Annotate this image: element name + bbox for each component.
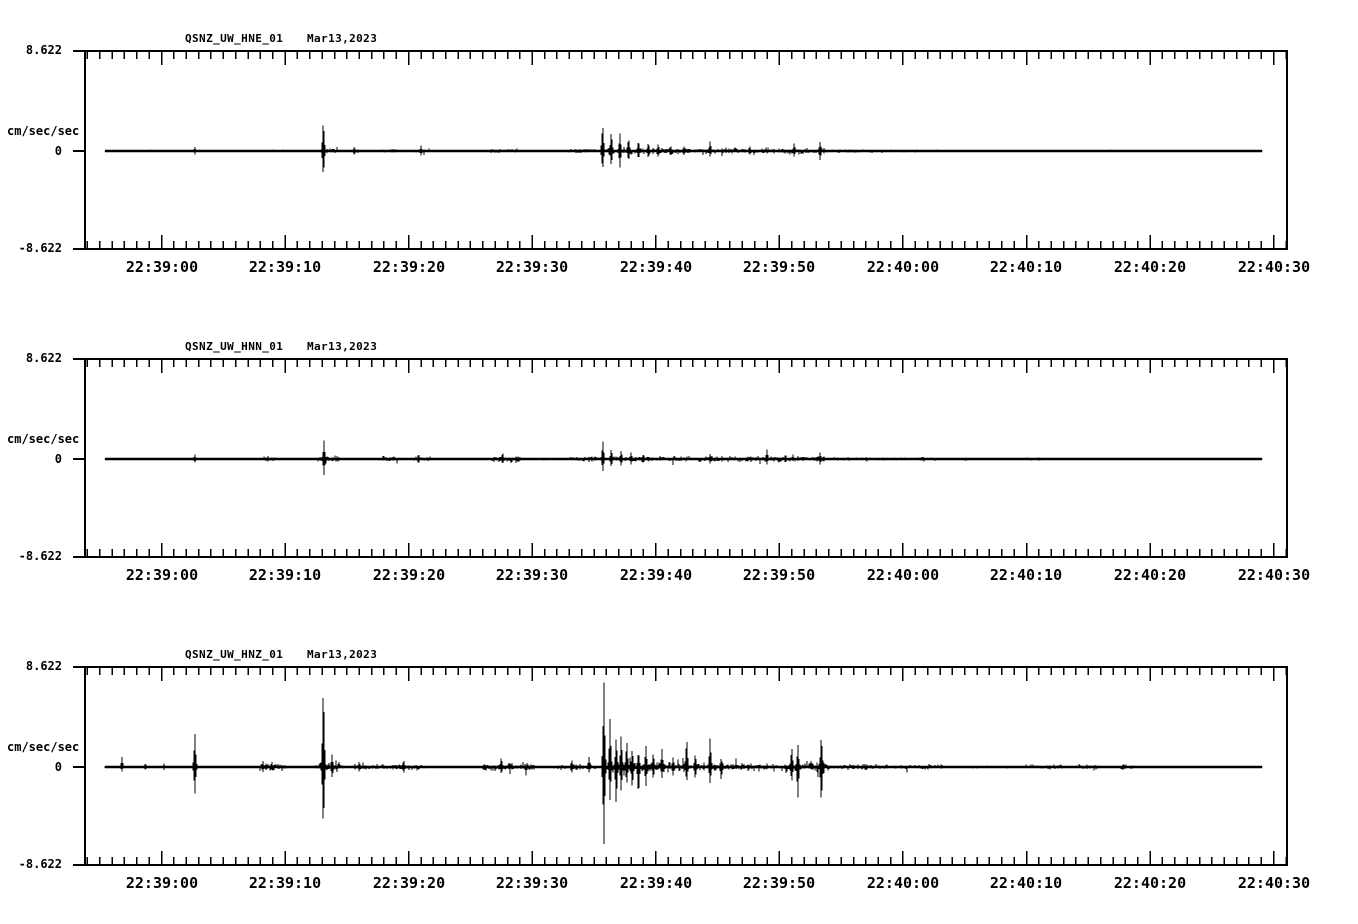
x-tick-label: 22:40:20: [1113, 874, 1187, 892]
amplitude-tick-marks: [73, 51, 84, 249]
x-tick-label: 22:39:50: [742, 874, 816, 892]
y-axis-zero-label: 0: [54, 144, 62, 158]
waveform-trace: [105, 683, 1262, 844]
panel-station-label: QSNZ_UW_HNN_01: [185, 340, 284, 353]
waveform-trace: [105, 126, 1262, 172]
y-axis-min-label: -8.622: [18, 241, 62, 255]
panel-station-label: QSNZ_UW_HNZ_01: [185, 648, 284, 661]
x-tick-label: 22:40:10: [989, 874, 1063, 892]
x-tick-label: 22:39:10: [248, 874, 322, 892]
y-axis-min-label: -8.622: [18, 549, 62, 563]
x-tick-label: 22:40:30: [1237, 258, 1311, 276]
x-tick-label: 22:40:10: [989, 566, 1063, 584]
x-tick-label: 22:40:10: [989, 258, 1063, 276]
x-tick-label: 22:39:30: [495, 566, 569, 584]
x-tick-label: 22:39:40: [619, 258, 693, 276]
y-axis-units-label: cm/sec/sec: [7, 432, 80, 446]
x-tick-label: 22:39:20: [372, 874, 446, 892]
x-tick-label: 22:40:00: [866, 566, 940, 584]
x-tick-label: 22:39:10: [248, 566, 322, 584]
y-axis-max-label: 8.622: [25, 659, 62, 673]
y-axis-max-label: 8.622: [25, 351, 62, 365]
x-tick-label: 22:39:20: [372, 258, 446, 276]
x-tick-label: 22:39:10: [248, 258, 322, 276]
x-tick-label: 22:39:50: [742, 566, 816, 584]
x-tick-label: 22:39:30: [495, 258, 569, 276]
amplitude-tick-marks: [73, 359, 84, 557]
x-tick-label: 22:39:50: [742, 258, 816, 276]
x-tick-label: 22:39:40: [619, 566, 693, 584]
x-tick-label: 22:39:30: [495, 874, 569, 892]
x-tick-label: 22:39:00: [125, 566, 199, 584]
seismogram-panel-1: [0, 50, 1358, 260]
y-axis-max-label: 8.622: [25, 43, 62, 57]
y-axis-units-label: cm/sec/sec: [7, 124, 80, 138]
x-tick-label: 22:40:00: [866, 258, 940, 276]
x-tick-label: 22:40:00: [866, 874, 940, 892]
x-tick-label: 22:39:20: [372, 566, 446, 584]
seismogram-panel-3: [0, 666, 1358, 876]
x-tick-label: 22:39:00: [125, 874, 199, 892]
y-axis-min-label: -8.622: [18, 857, 62, 871]
x-tick-label: 22:39:40: [619, 874, 693, 892]
x-tick-label: 22:39:00: [125, 258, 199, 276]
panel-date-label: Mar13,2023: [307, 32, 378, 45]
y-axis-zero-label: 0: [54, 760, 62, 774]
panel-date-label: Mar13,2023: [307, 648, 378, 661]
x-tick-label: 22:40:20: [1113, 258, 1187, 276]
y-axis-zero-label: 0: [54, 452, 62, 466]
panel-date-label: Mar13,2023: [307, 340, 378, 353]
panel-station-label: QSNZ_UW_HNE_01: [185, 32, 284, 45]
x-tick-label: 22:40:30: [1237, 874, 1311, 892]
x-tick-label: 22:40:30: [1237, 566, 1311, 584]
seismogram-panel-2: [0, 358, 1358, 568]
x-tick-label: 22:40:20: [1113, 566, 1187, 584]
amplitude-tick-marks: [73, 667, 84, 865]
y-axis-units-label: cm/sec/sec: [7, 740, 80, 754]
